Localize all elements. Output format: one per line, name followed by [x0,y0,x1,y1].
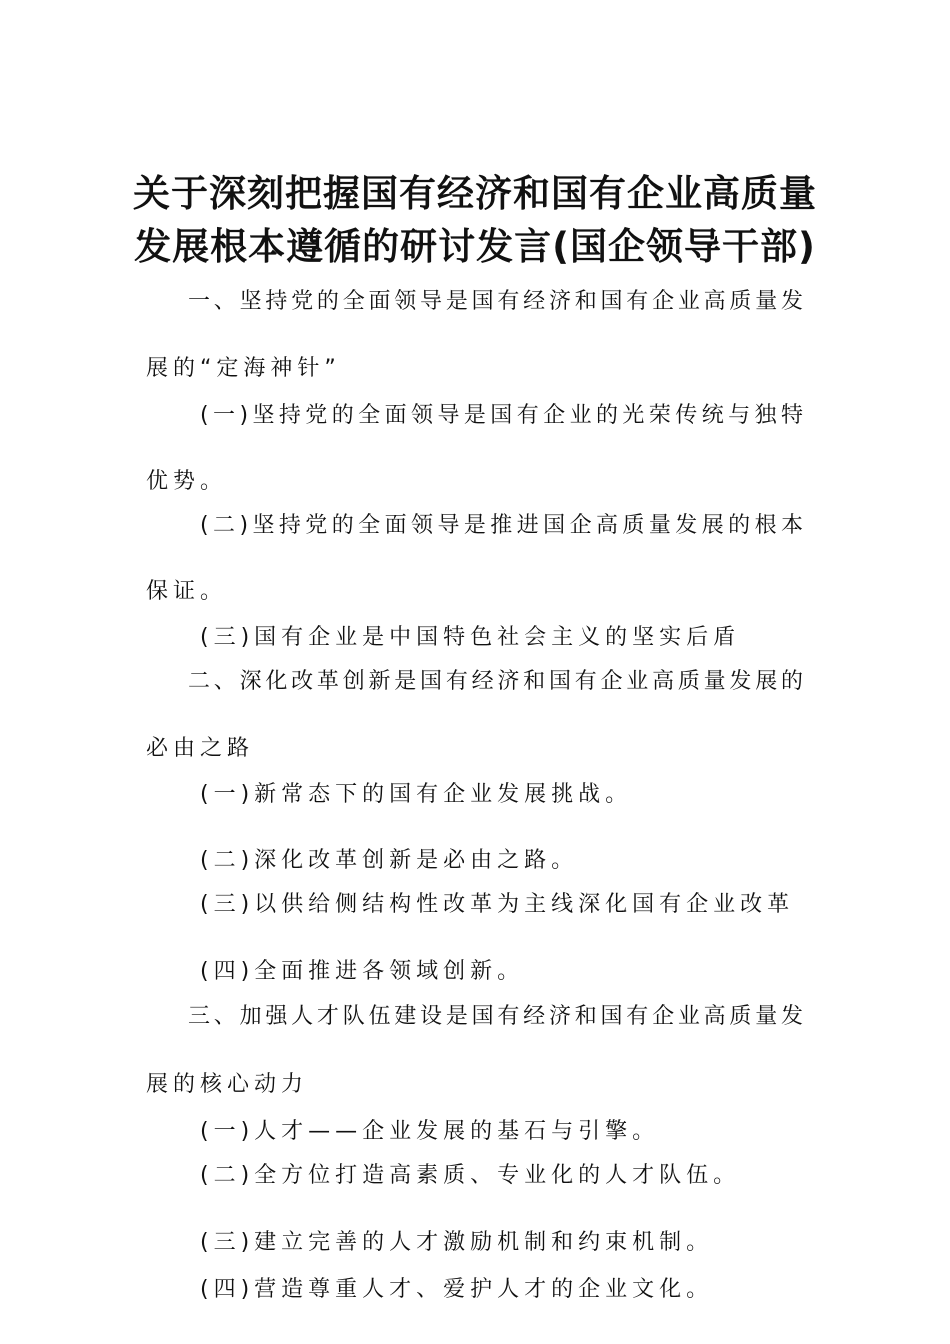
section-1-item-2-continued: 保证。 [146,579,228,604]
section-1-heading: 一、坚持党的全面领导是国有经济和国有企业高质量发 [188,289,803,314]
section-2-heading: 二、深化改革创新是国有经济和国有企业高质量发展的 [188,669,803,694]
section-2-item-3: (三)以供给侧结构性改革为主线深化国有企业改革 [200,892,795,917]
section-3-item-2: (二)全方位打造高素质、专业化的人才队伍。 [200,1163,741,1188]
section-3-item-4: (四)营造尊重人才、爱护人才的企业文化。 [200,1277,714,1302]
section-1-item-3: (三)国有企业是中国特色社会主义的坚实后盾 [200,625,741,650]
section-3-item-3: (三)建立完善的人才激励机制和约束机制。 [200,1230,714,1255]
section-2-item-1: (一)新常态下的国有企业发展挑战。 [200,782,633,807]
section-2-heading-continued: 必由之路 [146,736,255,761]
section-1-item-2: (二)坚持党的全面领导是推进国企高质量发展的根本 [200,513,803,538]
document-title-line-1: 关于深刻把握国有经济和国有企业高质量 [133,172,817,215]
section-1-heading-continued: 展的“定海神针” [146,356,341,381]
section-2-item-2: (二)深化改革创新是必由之路。 [200,848,579,873]
document-title-line-2: 发展根本遵循的研讨发言(国企领导干部) [134,225,816,268]
section-2-item-4: (四)全面推进各领域创新。 [200,959,525,984]
section-3-item-1: (一)人才——企业发展的基石与引擎。 [200,1119,660,1144]
section-1-item-1-continued: 优势。 [146,469,228,494]
section-3-heading: 三、加强人才队伍建设是国有经济和国有企业高质量发 [188,1004,803,1029]
section-3-heading-continued: 展的核心动力 [146,1072,309,1097]
section-1-item-1: (一)坚持党的全面领导是国有企业的光荣传统与独特 [200,403,803,428]
